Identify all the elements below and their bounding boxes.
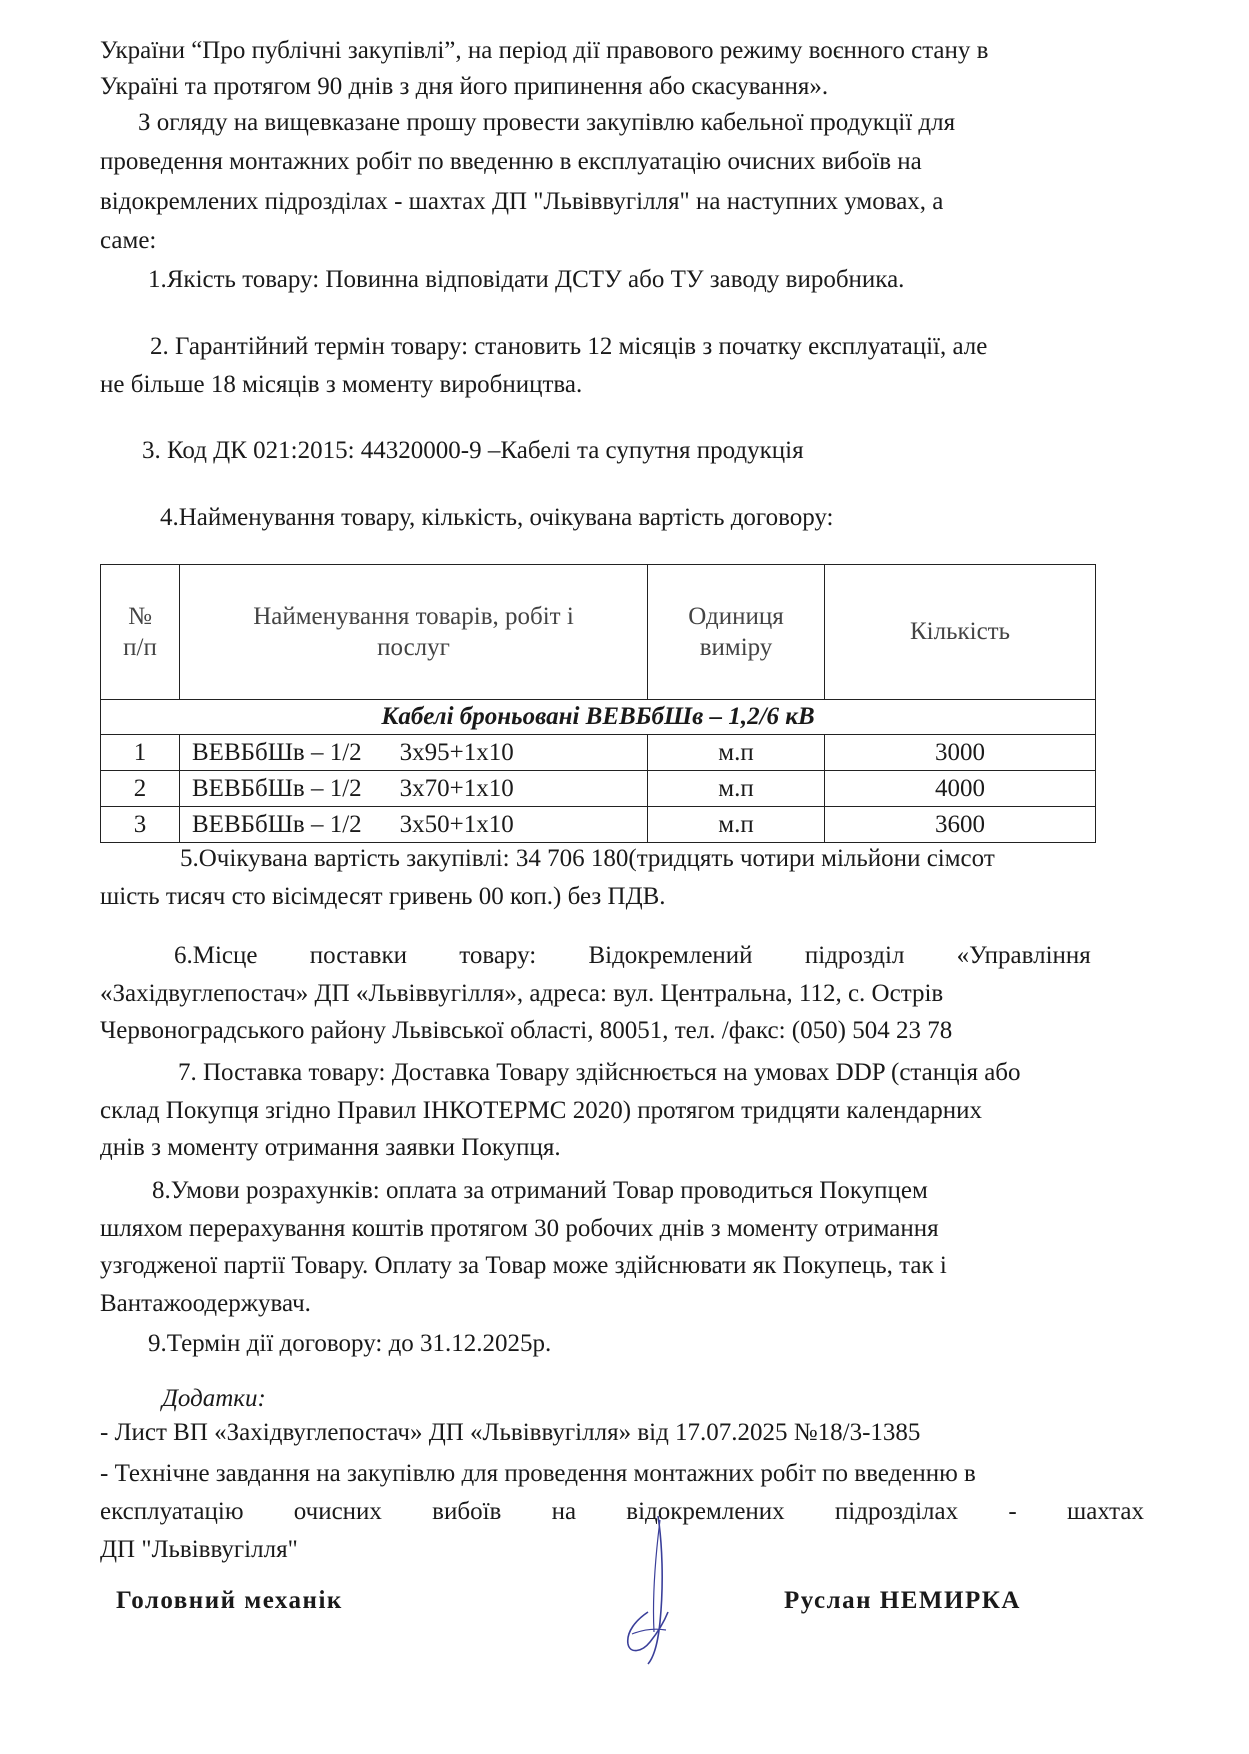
row-section: 3х50+1х10 (399, 810, 514, 838)
table-group-row (101, 700, 1096, 735)
intro-line-6: саме: (100, 227, 157, 254)
payment-line-2: шляхом перерахування коштів протягом 30 робочих днів з моменту отримання (100, 1215, 939, 1242)
handwritten-signature (618, 1512, 688, 1672)
place-line-1 (174, 943, 1170, 968)
header-number (101, 565, 180, 700)
intro-line-1: України “Про публічні закупівлі”, на період дії правового режиму воєнного стану в (100, 37, 989, 64)
row-section: 3х70+1х10 (399, 774, 514, 802)
item-quality: 1.Якість товару: Повинна відповідати ДСТУ або ТУ заводу виробника. (148, 266, 905, 293)
header-name-line-2: послуг (377, 634, 450, 661)
item-code: 3. Код ДК 021:2015: 44320000-9 –Кабелі та супутня продукція (142, 437, 804, 464)
row-number: 2 (101, 771, 180, 807)
signatory-position: Головний механік (116, 1587, 343, 1614)
row-unit: м.п (648, 735, 825, 771)
row-product: ВЕВБбШв – 1/2 (192, 810, 362, 838)
payment-line-1: 8.Умови розрахунків: оплата за отриманий Товар проводиться Покупцем (152, 1177, 928, 1204)
payment-line-4: Вантажоодержувач. (100, 1290, 311, 1317)
delivery-line-3: днів з моменту отримання заявки Покупця. (100, 1134, 561, 1161)
intro-line-2: Україні та протягом 90 днів з дня його припинення або скасування». (100, 73, 829, 100)
item-naming: 4.Найменування товару, кількість, очікувана вартість договору: (160, 504, 834, 531)
row-number: 1 (101, 735, 180, 771)
row-quantity: 4000 (825, 771, 1096, 807)
attachment-spec-line-2: експлуатацію очисних вибоїв на відокремлених підрозділах - шахтах (100, 1498, 1144, 1525)
attachment-spec-line-1: - Технічне завдання на закупівлю для проведення монтажних робіт по введенню в (100, 1460, 976, 1487)
header-unit (648, 565, 825, 700)
row-unit: м.п (648, 807, 825, 843)
item-warranty-2: не більше 18 місяців з моменту виробництва. (100, 371, 583, 398)
intro-line-3: З огляду на вищевказане прошу провести закупівлю кабельної продукції для (138, 109, 956, 136)
group-title: Кабелі броньовані ВЕВБбШв – 1,2/6 кВ (101, 700, 1096, 735)
delivery-line-2: склад Покупця згідно Правил ІНКОТЕРМС 2020) протягом тридцяти календарних (100, 1097, 983, 1124)
table-row (101, 771, 1096, 807)
row-quantity: 3000 (825, 735, 1096, 771)
header-name (180, 565, 648, 700)
row-name (180, 807, 648, 843)
header-name-line-1: Найменування товарів, робіт і (253, 602, 574, 630)
place-line-3: Червоноградського району Львівської області, 80051, тел. /факс: (050) 504 23 78 (100, 1017, 953, 1044)
payment-line-3: узгодженої партії Товару. Оплату за Товар може здійснювати як Покупець, так і (100, 1252, 947, 1279)
place-line-1-text: 6.Місце поставки товару: Відокремлений підрозділ «Управління (174, 942, 1091, 969)
table-row (101, 807, 1096, 843)
row-name (180, 735, 648, 771)
signatory-name: Руслан НЕМИРКА (784, 1587, 1021, 1614)
row-number: 3 (101, 807, 180, 843)
header-unit-line-1: Одиниця (688, 602, 784, 630)
row-unit: м.п (648, 771, 825, 807)
place-line-2: «Західвуглепостач» ДП «Львіввугілля», адреса: вул. Центральна, 112, с. Острів (100, 980, 944, 1007)
contract-term: 9.Термін дії договору: до 31.12.2025р. (148, 1330, 552, 1357)
table-row (101, 735, 1096, 771)
delivery-line-1: 7. Поставка товару: Доставка Товару здійснюється на умовах DDP (станція або (178, 1059, 1021, 1086)
table-header-row (101, 565, 1096, 700)
row-name (180, 771, 648, 807)
row-product: ВЕВБбШв – 1/2 (192, 738, 362, 766)
header-number-line-2: п/п (123, 634, 157, 661)
cost-line-1: 5.Очікувана вартість закупівлі: 34 706 180(тридцять чотири мільйони сімсот (180, 845, 995, 872)
goods-table (100, 564, 1096, 843)
attachment-letter: - Лист ВП «Західвуглепостач» ДП «Львіввугілля» від 17.07.2025 №18/3-1385 (100, 1419, 921, 1446)
header-quantity: Кількість (825, 565, 1096, 700)
row-quantity: 3600 (825, 807, 1096, 843)
intro-line-5: відокремлених підрозділах - шахтах ДП "Львіввугілля" на наступних умовах, а (100, 188, 944, 215)
attachment-spec-line-3: ДП "Львіввугілля" (100, 1536, 298, 1563)
row-product: ВЕВБбШв – 1/2 (192, 774, 362, 802)
header-number-line-1: № (128, 602, 152, 630)
cost-line-2: шість тисяч сто вісімдесят гривень 00 коп.) без ПДВ. (100, 883, 666, 910)
header-unit-line-2: виміру (699, 634, 773, 661)
row-section: 3х95+1х10 (399, 738, 514, 766)
intro-line-4: проведення монтажних робіт по введенню в експлуатацію очисних вибоїв на (100, 148, 922, 175)
item-warranty-1: 2. Гарантійний термін товару: становить 12 місяців з початку експлуатації, але (150, 333, 988, 360)
attachments-title: Додатки: (162, 1385, 266, 1412)
